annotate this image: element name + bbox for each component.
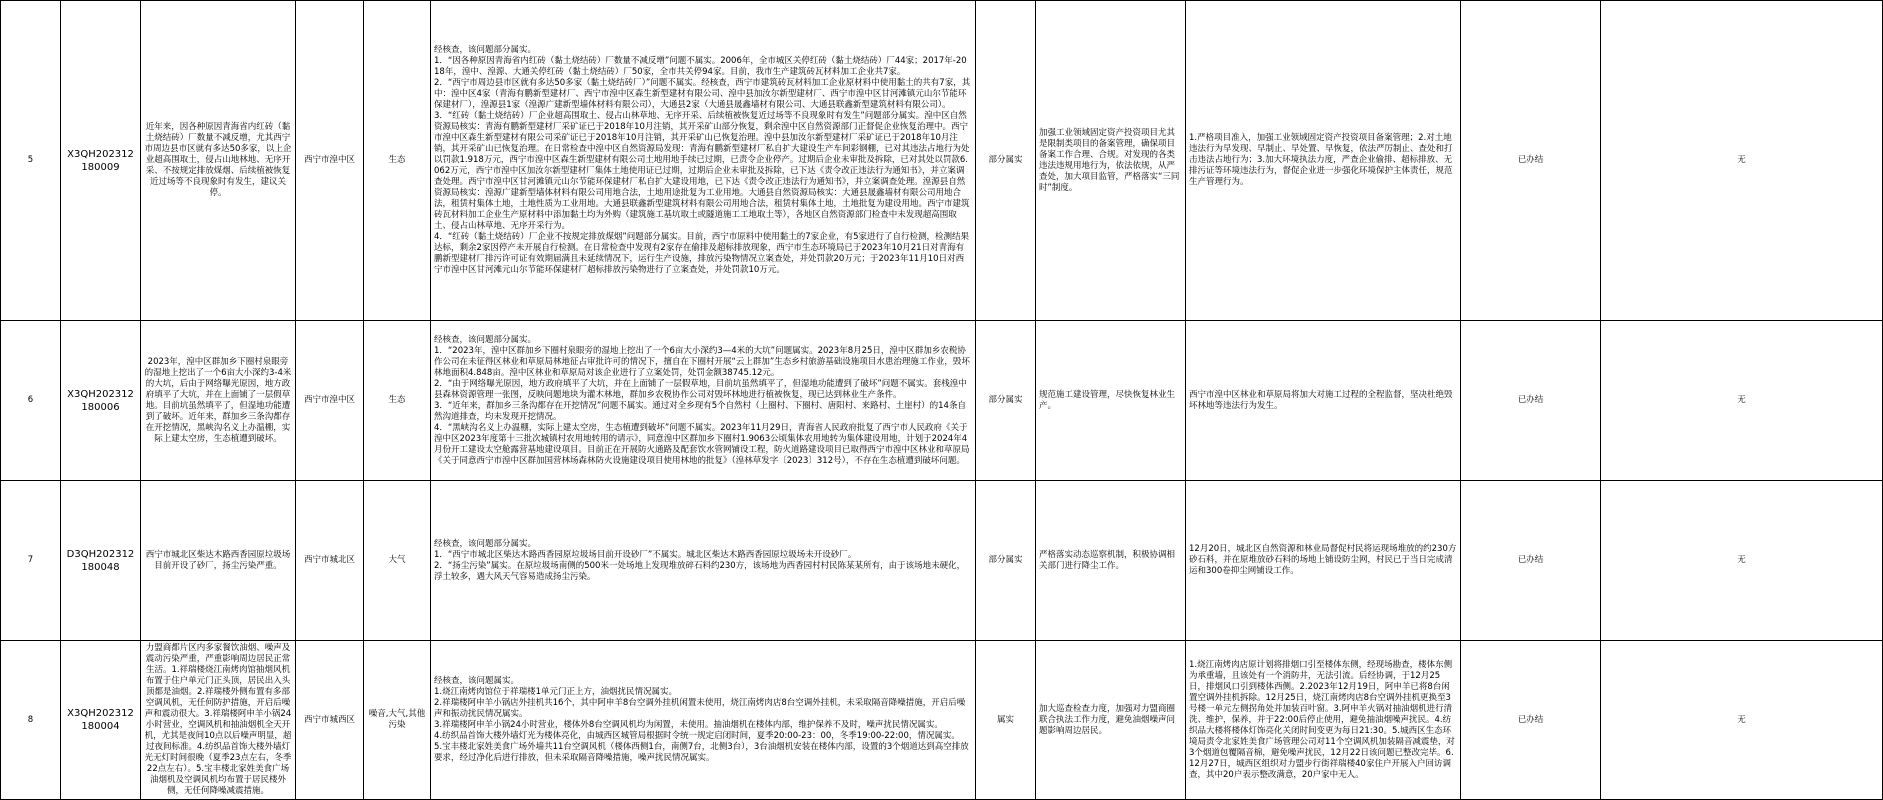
table-row bbox=[1, 641, 1883, 800]
detail-line: 经核查，该问题属实。 bbox=[434, 676, 520, 686]
administrative-region: 西宁市城北区 bbox=[296, 481, 364, 641]
row-number: 6 bbox=[1, 321, 61, 481]
detail-line: 经核查，该问题部分属实。 bbox=[434, 45, 537, 55]
detail-line: 1．“西宁市城北区柴达木路西香园原垃圾场目前开设砂厂”不属实。城北区柴达木路西香园原垃圾场未开设砂厂。 bbox=[434, 549, 857, 560]
complaint-code: X3QH202312180009 bbox=[61, 1, 141, 321]
closure-status: 已办结 bbox=[1461, 1, 1601, 321]
rectification-result: 西宁市湟中区林业和草原局将加大对施工过程的全程监督，坚决杜绝毁坏林地等违法行为发生。 bbox=[1186, 321, 1461, 481]
pollution-type: 噪音,大气,其他污染 bbox=[364, 641, 431, 800]
detail-line: 2．“扬尘污染”属实。在原垃圾场南侧的500米一处场地上发现堆放碎石料约230方，该场地为西香园村村民陈某某所有，由于该场地未硬化，浮土较多，遇大风天气容易造成扬尘污染。 bbox=[434, 560, 966, 582]
detail-line: 3．“近年来，群加乡三条沟都存在开挖情况”问题不属实。通过对全乡现有5个自然村（上圈村、下圈村、唐阳村、来路村、土崖村）的14条自然沟道排查，均未发现开挖情况。 bbox=[434, 400, 966, 422]
detail-line: 1.烧江南烤肉馆位于祥瑞楼1单元门正上方，油烟扰民情况属实。 bbox=[434, 687, 678, 697]
rectification-result: 12月20日，城北区自然资源和林业局督促村民将运现场堆放的约230方砂石料，并在原堆放砂石料的场地上铺设防尘网，村民已于当日完成清运和300卷抑尘网铺设工作。 bbox=[1186, 481, 1461, 641]
complaint-code: D3QH202312180048 bbox=[61, 481, 141, 641]
accountability: 无 bbox=[1601, 481, 1883, 641]
closure-status: 已办结 bbox=[1461, 321, 1601, 481]
row-number: 8 bbox=[1, 641, 61, 800]
accountability: 无 bbox=[1601, 321, 1883, 481]
complaint-content: 2023年，湟中区群加乡下圈村泉眼旁的湿地上挖出了一个6亩大小深约3-4米的大坑，后由于网络曝光原因，地方政府填平了大坑，并在上面铺了一层假草地。目前坑虽然填平了，但湿地功能遭到了破坏。近年来，群加乡三条沟都存在开挖情况，黑峡沟名义上办温棚，实际上建太空房，生态植遭到破坏。 bbox=[141, 321, 296, 481]
detail-line: 经核查，该问题部分属实。 bbox=[434, 538, 537, 549]
row-number: 7 bbox=[1, 481, 61, 641]
handling-measure: 规范施工建设管理，尽快恢复林业生产。 bbox=[1036, 321, 1186, 481]
detail-line: 1．“因各种原因青海省内红砖（黏土烧结砖）厂数量不减反增”问题不属实。2006年，全市城区关停红砖（黏土烧结砖）厂44家；2017年-2018年，湟中、湟源、大通关停红砖（黏土烧结砖）厂50家，全市共关停94家。目前，我市生产建筑砖瓦材料加工企业共7家。 bbox=[434, 56, 967, 77]
detail-line: 经核查，该问题部分属实。 bbox=[434, 334, 537, 345]
detail-line: 3.祥瑞楼阿申羊小锅24小时营业，楼体外8台空调风机均为闲置，未使用。抽油烟机在楼体内部，维护保养不及时，噪声扰民情况属实。 bbox=[434, 720, 943, 730]
complaint-content: 力盟商都片区内多家餐饮油烟、噪声及震动污染严重，严重影响周边居民正常生活。1.祥瑞楼烧江南烤肉馆抽烟风机布置于住户单元门正头顶，居民出入头顶都是油烟。2.祥瑞楼外侧布置有多部空调风机，无任何防护措施，开启后噪声和震动很大。3.祥瑞楼阿申羊小锅24小时营业，空调风机和抽油烟机全天开机，尤其是夜间10点以后噪声明显，超过夜间标准。4.纺织品首饰大楼外墙灯光无灯时间很晚（夏季23点左右，冬季22点左右）。5.宝丰楼北家姓美食广场油烟机及空调风机均布置于居民楼外侧，无任何降噪减震措施。 bbox=[141, 641, 296, 800]
pollution-type: 生态 bbox=[364, 321, 431, 481]
table-row bbox=[1, 481, 1883, 641]
table-row bbox=[1, 321, 1883, 481]
row-number: 5 bbox=[1, 1, 61, 321]
detail-line: 2.祥瑞楼阿申羊小锅店外挂机共16个，其中阿申羊8台空调外挂机闲置未使用，烧江南烤肉店8台空调外挂机，未采取隔音降噪措施，开启后噪声和振动扰民情况属实。 bbox=[434, 698, 966, 719]
closure-status: 已办结 bbox=[1461, 481, 1601, 641]
complaint-code: X3QH202312180004 bbox=[61, 641, 141, 800]
pollution-type: 大气 bbox=[364, 481, 431, 641]
detail-line: 4．“黑峡沟名义上办温棚，实际上建太空房，生态植遭到破坏”问题不属实。2023年11月29日，青海省人民政府批复了西宁市人民政府《关于湟中区2023年度第十三批次城镇村农用地转用的请示》，同意湟中区群加乡下圈村1.9063公顷集体农用地转为集体建设用地，计划于2024年4月份开工建设太空舱露营基地建设项目。目前正在开展防火通路及配套饮水管网铺设工程，防火道路建设项目已取得西宁市湟中区林业和草原局《关于同意西宁市湟中区群加国营林场森林防火设施建设项目使用林地的批复》（湟林草发字〔2023〕312号），不存在生态植遭到破坏问题。 bbox=[434, 422, 970, 466]
complaint-code: X3QH202312180006 bbox=[61, 321, 141, 481]
complaint-content: 近年来，因各种原因青海省内红砖（黏土烧结砖）厂数量不减反增，尤其西宁市周边县市区就有多达50多家，以上企业超高围取土，侵占山地林地、无序开采、不按规定排放煤烟、后续植被恢复近过场等不良现象时有发生，建议关停。 bbox=[141, 1, 296, 321]
administrative-region: 西宁市湟中区 bbox=[296, 321, 364, 481]
detail-line: 2．“由于网络曝光原因，地方政府填平了大坑，并在上面铺了一层假草地，目前坑虽然填平了，但湿地功能遭到了破坏”问题不属实。套栈湟中县森林资源管理一张图，反映问题地块为灌木林地，群加乡农税协作公司对毁坏林地进行植被恢复，现已达到林业生产条件。 bbox=[434, 378, 967, 400]
investigation-detail bbox=[431, 481, 976, 641]
verification-result: 部分属实 bbox=[976, 321, 1036, 481]
closure-status: 已办结 bbox=[1461, 641, 1601, 800]
administrative-region: 西宁市湟中区 bbox=[296, 1, 364, 321]
detail-line: 4.纺织品首饰大楼外墙灯光为楼体亮化，由城西区城管局根据时令统一规定启闭时间，夏季20:00-23：00，冬季19:00-22:00，情况属实。 bbox=[434, 731, 960, 741]
complaint-content: 西宁市城北区柴达木路西香园原垃圾场目前开设了砂厂，扬尘污染严重。 bbox=[141, 481, 296, 641]
verification-result: 部分属实 bbox=[976, 1, 1036, 321]
administrative-region: 西宁市城西区 bbox=[296, 641, 364, 800]
verification-result: 部分属实 bbox=[976, 481, 1036, 641]
investigation-detail bbox=[431, 321, 976, 481]
detail-line: 2．“西宁市周边县市区就有多达50多家（黏土烧结砖厂）”问题不属实。经核查，西宁市建筑砖瓦材料加工企业原材料中使用黏土的共有7家，其中：湟中区4家（青海有鹏新型建材厂、西宁市湟中区森生新型建材有限公司、湟中县加汝尔新型建材厂、西宁市湟中区甘河滩镇元山尔节能环保建材厂），湟源县1家（湟源广建新型墙体材料有限公司），大通县2家（大通县晟鑫墙材有限公司、大通县联鑫新型建筑材料有限公司）。 bbox=[434, 78, 971, 110]
handling-measure: 加大巡查检查力度，加强对力盟商圈联合执法工作力度，避免油烟噪声问题影响周边居民。 bbox=[1036, 641, 1186, 800]
verification-result: 属实 bbox=[976, 641, 1036, 800]
detail-line: 3．“红砖（黏土烧结砖）厂企业超高围取土、侵占山林草地、无序开采、后续植被恢复近过场等不良现象时有发生”问题部分属实。湟中区自然资源局核实：青海有鹏新型建材厂采矿证已于2018年10月注销，其开采矿山部分恢复，剩余湟中区自然资源部门正督促企业恢复治理中。西宁市湟中区森生新型建材有限公司采矿证已于2018年10月注销，其开采矿山已恢复治理。湟中县加汝尔新型建材厂采矿证已于2018年10月注销，其开采矿山已恢复治理。在日常检查中湟中区自然资源局发现：青海有鹏新型建材厂私自扩大建设生产车间彩钢棚，已对其违法占地行为处以罚款1.918万元，西宁市湟中区森生新型建材有限公司土地用地手续已过期，已责令企业停产。过期后企业未审批及拆除，已对其处以罚款6.062万元，西宁市湟中区加汝尔新型建材厂集体土地使用证已过期，过期后企业未审批及拆除，已下达《责令改正违法行为通知书》，并立案调查处理。西宁市湟中区甘河滩镇元山尔节能环保建材厂私自扩大建设用地，已下达《责令改正违法行为通知书》，并立案调查处理。湟源县自然资源局核实：湟源广建新型墙体材料有限公司用地合法，土地用途批复为工业用地。大通县自然资源局核实：大通县晟鑫墙材有限公司用地合法，租赁村集体土地，土地性质为工业用地。大通县联鑫新型建筑材料有限公司用地合法，租赁村集体土地，土地批复为建设用地。西宁市建筑砖瓦材料加工企业生产原材料中添加黏土均为外购（建筑施工基坑取土或隧道施工工地取土等），各地区自然资源部门检查中未发现超高围取土、侵占山林草地、无序开采行为。 bbox=[434, 111, 970, 231]
table-row bbox=[1, 1, 1883, 321]
handling-measure: 加强工业领域固定资产投资项目尤其是限制类项目的备案管理，确保项目备案工作合理、合规。对发现的各类违法违规用地行为，依法依规，从严查处，加大项目监管，严格落实“三同时”制度。 bbox=[1036, 1, 1186, 321]
accountability: 无 bbox=[1601, 641, 1883, 800]
handling-measure: 严格落实动态巡察机制，积极协调相关部门进行降尘工作。 bbox=[1036, 481, 1186, 641]
rectification-result: 1.严格项目准入，加强工业领域固定资产投资项目备案管理；2.对土地违法行为早发现、早制止、早处置、早恢复，依法严厉制止、查处和打击违法占地行为；3.加大环境执法力度，严查企业偷排、超标排放、无排污证等环境违法行为，督促企业进一步强化环境保护主体责任，规范生产管理行为。 bbox=[1186, 1, 1461, 321]
detail-line: 4．“红砖（黏土烧结砖）厂企业不按规定排放煤烟”问题部分属实。目前，西宁市原料中使用黏土的7家企业，有5家进行了自行检测，检测结果达标，剩余2家因停产未开展自行检测。在日常检查中发现有2家存在偷排及超标排放现象，西宁市生态环境局已于2023年10月21日对青海有鹏新型建材厂排污许可证有效期届满且未延续情况下，运行生产设施，排放污染物情况立案查处，并处罚款20万元；于2023年11月10日对西宁市湟中区甘河滩元山尔节能环保建材厂超标排放污染物进行了立案查处，并处罚款10万元。 bbox=[434, 232, 970, 275]
accountability: 无 bbox=[1601, 1, 1883, 321]
investigation-detail bbox=[431, 641, 976, 800]
rectification-result: 1.烧江南烤肉店原计划将排烟口引至楼体东侧，经现场勘查，楼体东侧为承重墙，且该处有一个消防井，无法引流。后经协调，于12月25日，排烟风口引到楼体西侧。2.2023年12月19日，阿申羊已将8台闲置空调外挂机拆除。12月25日，烧江南烤肉店8台空调外挂机更换至3号楼一单元左侧拐角处并加装百叶窗。3.阿申羊火锅对抽油烟机进行清洗、维护，保养，并于22:00后停止使用，避免抽油烟噪声扰民。4.纺织品大楼将楼体灯饰亮化关闭时间变更为每日21:30。5.城西区生态环境局责令北家姓美食广场管理公司对11个空调风机加装隔音减震垫，对3个烟道包覆隔音棉，避免噪声扰民，12月22日该问题已整改完毕。6.12月27日，城西区组织对力盟步行街祥瑞楼40家住户开展入户回访调查，其中20户表示整改满意，20户家中无人。 bbox=[1186, 641, 1461, 800]
pollution-type: 生态 bbox=[364, 1, 431, 321]
detail-line: 1．“2023年，湟中区群加乡下圈村泉眼旁的湿地上挖出了一个6亩大小深约3—4米的大坑”问题属实。2023年8月25日，湟中区群加乡农税协作公司在未征得区林业和草原局林地征占审批许可的情况下，擅自在下圈村开展“云上群加”生态乡村旅游基础设施项目水患治理施工作业，毁坏林地面积4.848亩。湟中区林业和草原局对该企业进行了立案处罚，处罚金额38745.12元。 bbox=[434, 345, 970, 378]
investigation-detail bbox=[431, 1, 976, 321]
detail-line: 5.宝丰楼北家姓美食广场外墙共11台空调风机（楼体西侧1台，南侧7台，北侧3台），3台油烟机安装在楼体内部，设置的3个烟道达到高空排放要求，经过净化后进行排放，但未采取隔音降噪措施，噪声扰民情况属实。 bbox=[434, 742, 969, 763]
